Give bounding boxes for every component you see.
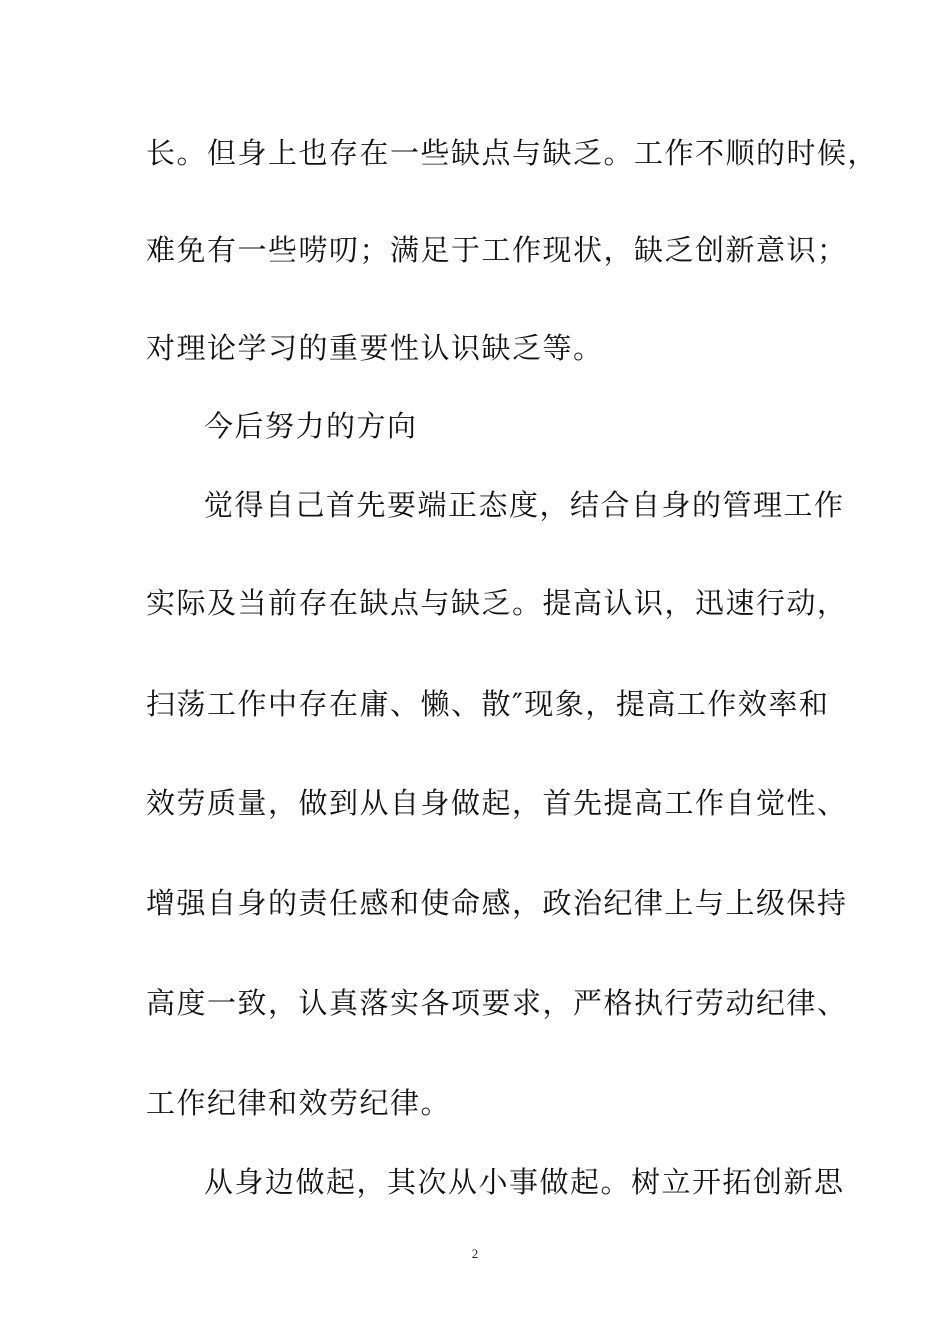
text-line: 增强自身的责任感和使命感，政治纪律上与上级保持 bbox=[146, 886, 848, 920]
text-line: 对理论学习的重要性认识缺乏等。 bbox=[146, 331, 604, 365]
text-line: 高度一致，认真落实各项要求，严格执行劳动纪律、 bbox=[146, 986, 848, 1020]
text-line: 扫荡工作中存在庸、懒、散″现象，提高工作效率和 bbox=[146, 687, 830, 721]
text-line: 长。但身上也存在一些缺点与缺乏。工作不顺的时候， bbox=[146, 136, 879, 170]
text-line: 效劳质量，做到从自身做起，首先提高工作自觉性、 bbox=[146, 786, 848, 820]
text-line: 工作纪律和效劳纪律。 bbox=[146, 1086, 452, 1120]
text-line: 实际及当前存在缺点与缺乏。提高认识，迅速行动， bbox=[146, 586, 848, 620]
text-line: 难免有一些唠叨；满足于工作现状，缺乏创新意识； bbox=[146, 233, 848, 267]
page-number: 2 bbox=[471, 1246, 479, 1261]
paragraph-first-line: 从身边做起，其次从小事做起。树立开拓创新思 bbox=[204, 1165, 845, 1199]
paragraph-first-line: 觉得自己首先要端正态度，结合自身的管理工作 bbox=[204, 488, 845, 522]
section-heading: 今后努力的方向 bbox=[204, 409, 418, 443]
